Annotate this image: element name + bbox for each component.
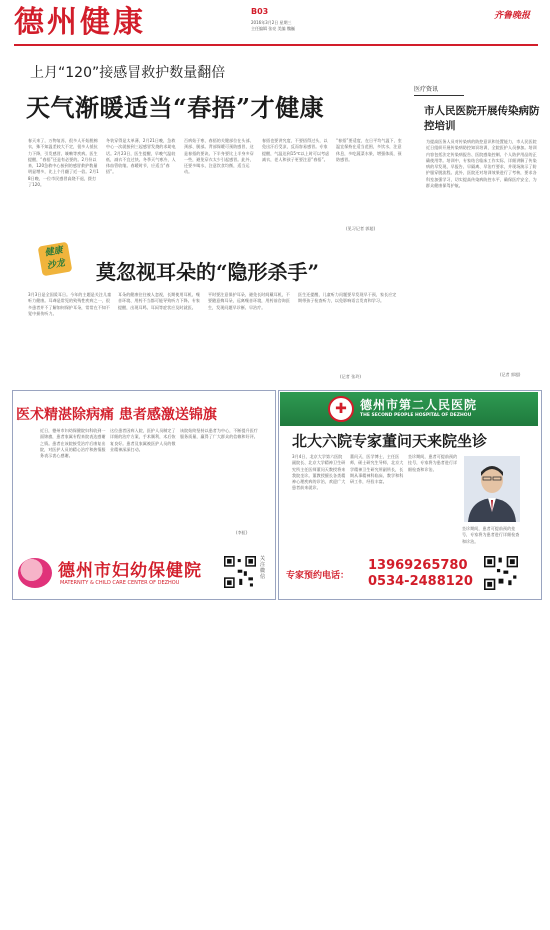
page-meta <box>251 20 351 32</box>
sidebar-title: 市人民医院开展传染病防控培训 <box>424 105 540 132</box>
story-author: (见习记者 郭超) <box>346 226 376 231</box>
health-salon-sticker <box>38 242 73 277</box>
story-kicker: 上月“120”接感冒救护数量翻倍 <box>30 65 226 81</box>
expert-ad-column-1: 3月4日，北京大学第六医院副院长、北京大学精神卫生研究所主任医师董问天教授将来我院坐诊。董教授擅长各类精神心理疾病的诊治，欢迎广大患者前来就诊。 <box>292 454 346 491</box>
story-column-4: 春捂也要讲究度，不要捂得过头，以免出汗后受凉，反而容易感冒。专家提醒，气温达到15℃以上时可以考虑减衣，老人和孩子更要注意“春捂”。 <box>262 138 330 162</box>
masthead: 德州健康 <box>14 5 146 40</box>
expert-ad-column-2: 董问天，医学博士，主任医师，硕士研究生导师，北京大学精神卫生研究所副所长，长期从事精神科临床、教学和科研工作，经验丰富。 <box>350 454 404 485</box>
sidebar-tag: 医疗资讯 <box>414 84 464 96</box>
sidebar-author: (记者 郭超) <box>500 372 521 377</box>
second-hospital-qr-code-icon <box>484 556 518 590</box>
newspaper-brand: 齐鲁晚报 <box>494 11 531 21</box>
maternity-ad-column-3: 该院始终坚持以患者为中心，不断提升医疗服务质量，赢得了广大群众的信赖和好评。 <box>180 428 258 440</box>
story-column-2: 冬装穿得是太单薄，2月21日晚，急救中心一次就接到三起感冒发烧的求助电话。2月23日，医生提醒，早晚气温较低，减衣不宜过快。冬季天气寒冷，人体血管收缩。春暖时节，应适当“春捂”。 <box>106 138 176 175</box>
appointment-phone-label: 专家预约电话： <box>286 571 350 581</box>
maternity-hospital-name-en: MATERNITY & CHILD CARE CENTER OF DEZHOU <box>60 580 180 586</box>
ear-story-headline: 莫忽视耳朵的“隐形杀手” <box>96 260 320 284</box>
maternity-ad-column-1: 近日，德州市妇幼保健院妇科收到一面锦旗，患者家属专程来院表达感谢之情。患者在该院接受治疗后康复出院，对医护人员的精心治疗和热情服务表示衷心感谢。 <box>40 428 106 459</box>
appointment-landline: 0534-2488120 <box>368 574 473 589</box>
second-hospital-logo-icon: ✚ <box>328 396 354 422</box>
ear-story-author: (记者 张玲) <box>340 374 362 379</box>
meta-editors: 主任编辑 张亮 美编 魏巍 <box>251 26 295 31</box>
sidebar-body: 为提高医务人员对传染病的防控意识和处置能力，市人民医院近日组织开展传染病防控知识培训，全院医护人员参加。培训内容包括法定传染病报告、医院感染控制、个人防护用品的正确使用等。培训中，专家结合临床工作实际，详细讲解了传染病的早发现、早报告、早隔离、早治疗要求，并现场演示了防护服穿脱流程。此外，医院还对培训效果进行了考核，要求各科室加强学习，切实提高传染病防控水平，确保医疗安全，为群众健康保驾护航。 <box>426 139 537 189</box>
story-headline: 天气渐暖适当“春捂”才健康 <box>26 93 325 122</box>
ear-story-column-2: 耳朵的健康往往被人忽视，长期使用耳机、噪音环境、用药不当都可能导致听力下降。专家提醒，出现耳鸣、耳闷等症状应及时就医。 <box>118 292 200 310</box>
meta-date: 2016年3月2日 星期三 <box>251 20 292 25</box>
maternity-logo-icon <box>18 558 52 588</box>
maternity-qr-code-icon <box>224 556 256 588</box>
expert-visit-title: 北大六院专家董问天来院坐诊 <box>292 432 488 450</box>
maternity-ad-column-2: 这位患者因病入院，医护人员制定了详细的治疗方案，手术顺利，术后恢复良好。患者及家属被医护人员的敬业精神深深打动。 <box>110 428 176 452</box>
maternity-ad-title: 医术精湛除病痛 患者感激送锦旗 <box>16 407 217 423</box>
expert-ad-caption: 坐诊期间，患者可提前预约挂号，专家将为患者进行详细检查和诊治。 <box>462 526 520 544</box>
maternity-qr-caption: 关注微信 <box>260 556 266 580</box>
ear-story-column-1: 3月3日是全国爱耳日。今年的主题是关注儿童听力健康。耳聋是常见的致残性疾病之一，很多患者并不了解如何保护耳朵，常常在不知不觉中损伤听力。 <box>28 292 112 316</box>
story-column-3: 百病始于寒，春捂的关键部位在头部、颈部、腿部。背部保暖可预防感冒，这是春捂的要诀。下半身要比上半身多穿一些，避免穿衣太少引起感冒。此外，还要多喝水，注意饮食均衡，适当运动。 <box>184 138 254 175</box>
ear-story-column-3: 平时要注意保护耳朵，避免长时间戴耳机，不要随意掏耳朵，远离噪音环境，用药前咨询医生，发现问题早诊断、早治疗。 <box>208 292 290 310</box>
maternity-hospital-name: 德州市妇幼保健院 <box>58 561 202 581</box>
header-divider <box>14 44 538 46</box>
sticker-text: 健康 沙龙 <box>44 245 66 272</box>
maternity-ad-author: (李虹) <box>236 530 248 535</box>
story-column-5: “春捂”要适度，在日平均气温下，室温宜保持在适当范围，多饮水，注意休息，多吃蔬菜水果，增强体质，预防感冒。 <box>336 138 402 162</box>
second-hospital-name-en: THE SECOND PEOPLE HOSPITAL OF DEZHOU <box>360 413 472 418</box>
story-column-1: 春天来了，万物复苏，很多人开始脱棉衣，殊不知温差较大不定，很多人抵抗力下降，引发感冒、咳嗽等疾病。医生提醒，“春捂”还是有必要的。2月份以来，120急救中心接到的感冒救护数量明显增多，比上个月翻了近一倍。2月18日晚，一位市民感冒高烧不退，拨打了120。 <box>28 138 99 188</box>
second-hospital-name: 德州市第二人民医院 <box>360 398 478 412</box>
ear-story-column-4: 医生还提醒，儿童听力问题要早发现早干预，家长应定期带孩子检查听力，以免影响语言发育和学习。 <box>298 292 397 304</box>
page-number: B03 <box>251 7 269 16</box>
doctor-portrait-icon <box>464 456 520 522</box>
expert-ad-column-3: 坐诊期间，患者可提前预约挂号，专家将为患者进行详细检查和诊治。 <box>408 454 458 472</box>
appointment-mobile: 13969265780 <box>368 558 468 573</box>
